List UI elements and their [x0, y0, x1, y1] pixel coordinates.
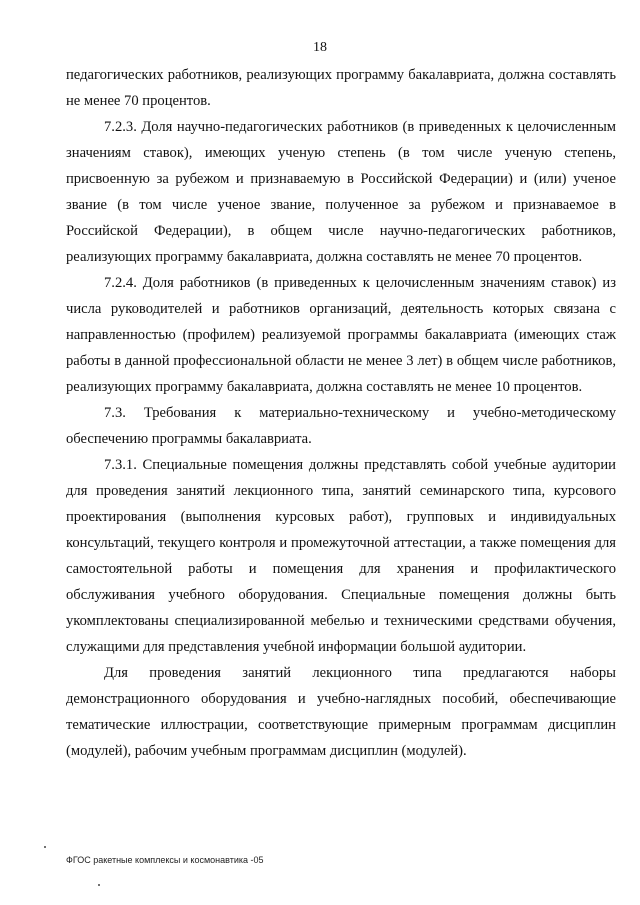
paragraph-lecture-equipment: Для проведения занятий лекционного типа предлагаются наборы демонстрационного оборудования и учебно-наглядных пособий, обеспечивающие тематические иллюстрации, соответствующие примерным программам дисциплин (модулей), рабочим учебным программам дисциплин (модулей). — [66, 665, 616, 759]
paragraph-7-2-3: 7.2.3. Доля научно-педагогических работников (в приведенных к целочисленным значениям ставок), имеющих ученую степень (в том числе ученую степень, присвоенную за рубежом и признаваемую в Российской Федерации) и (или) ученое звание (в том числе ученое звание, полученное за рубежом и признаваемое в Российской Федерации), в общем числе научно-педагогических работников, реализующих программу бакалавриата, должна составлять не менее 70 процентов. — [66, 119, 616, 265]
footer-note: ФГОС ракетные комплексы и космонавтика -05 — [66, 855, 264, 865]
paragraph-continuation: педагогических работников, реализующих программу бакалавриата, должна составлять не менее 70 процентов. — [66, 67, 616, 109]
paragraph-7-2-4: 7.2.4. Доля работников (в приведенных к целочисленным значениям ставок) из числа руководителей и работников организаций, деятельность которых связана с направленностью (профилем) реализуемой программы бакалавриата (имеющих стаж работы в данной профессиональной области не менее 3 лет) в общем числе работников, реализующих программу бакалавриата, должна составлять не менее 10 процентов. — [66, 275, 616, 395]
page-body — [66, 62, 616, 764]
page-number: 18 — [313, 40, 327, 55]
paragraph-7-3: 7.3. Требования к материально-техническому и учебно-методическому обеспечению программы бакалавриата. — [66, 405, 616, 447]
scan-speck — [44, 846, 46, 848]
paragraph-7-3-1: 7.3.1. Специальные помещения должны представлять собой учебные аудитории для проведения занятий лекционного типа, занятий семинарского типа, курсового проектирования (выполнения курсовых работ), групповых и индивидуальных консультаций, текущего контроля и промежуточной аттестации, а также помещения для самостоятельной работы и помещения для хранения и профилактического обслуживания учебного оборудования. Специальные помещения должны быть укомплектованы специализированной мебелью и техническими средствами обучения, служащими для представления учебной информации большой аудитории. — [66, 457, 616, 655]
scan-speck — [98, 884, 100, 886]
